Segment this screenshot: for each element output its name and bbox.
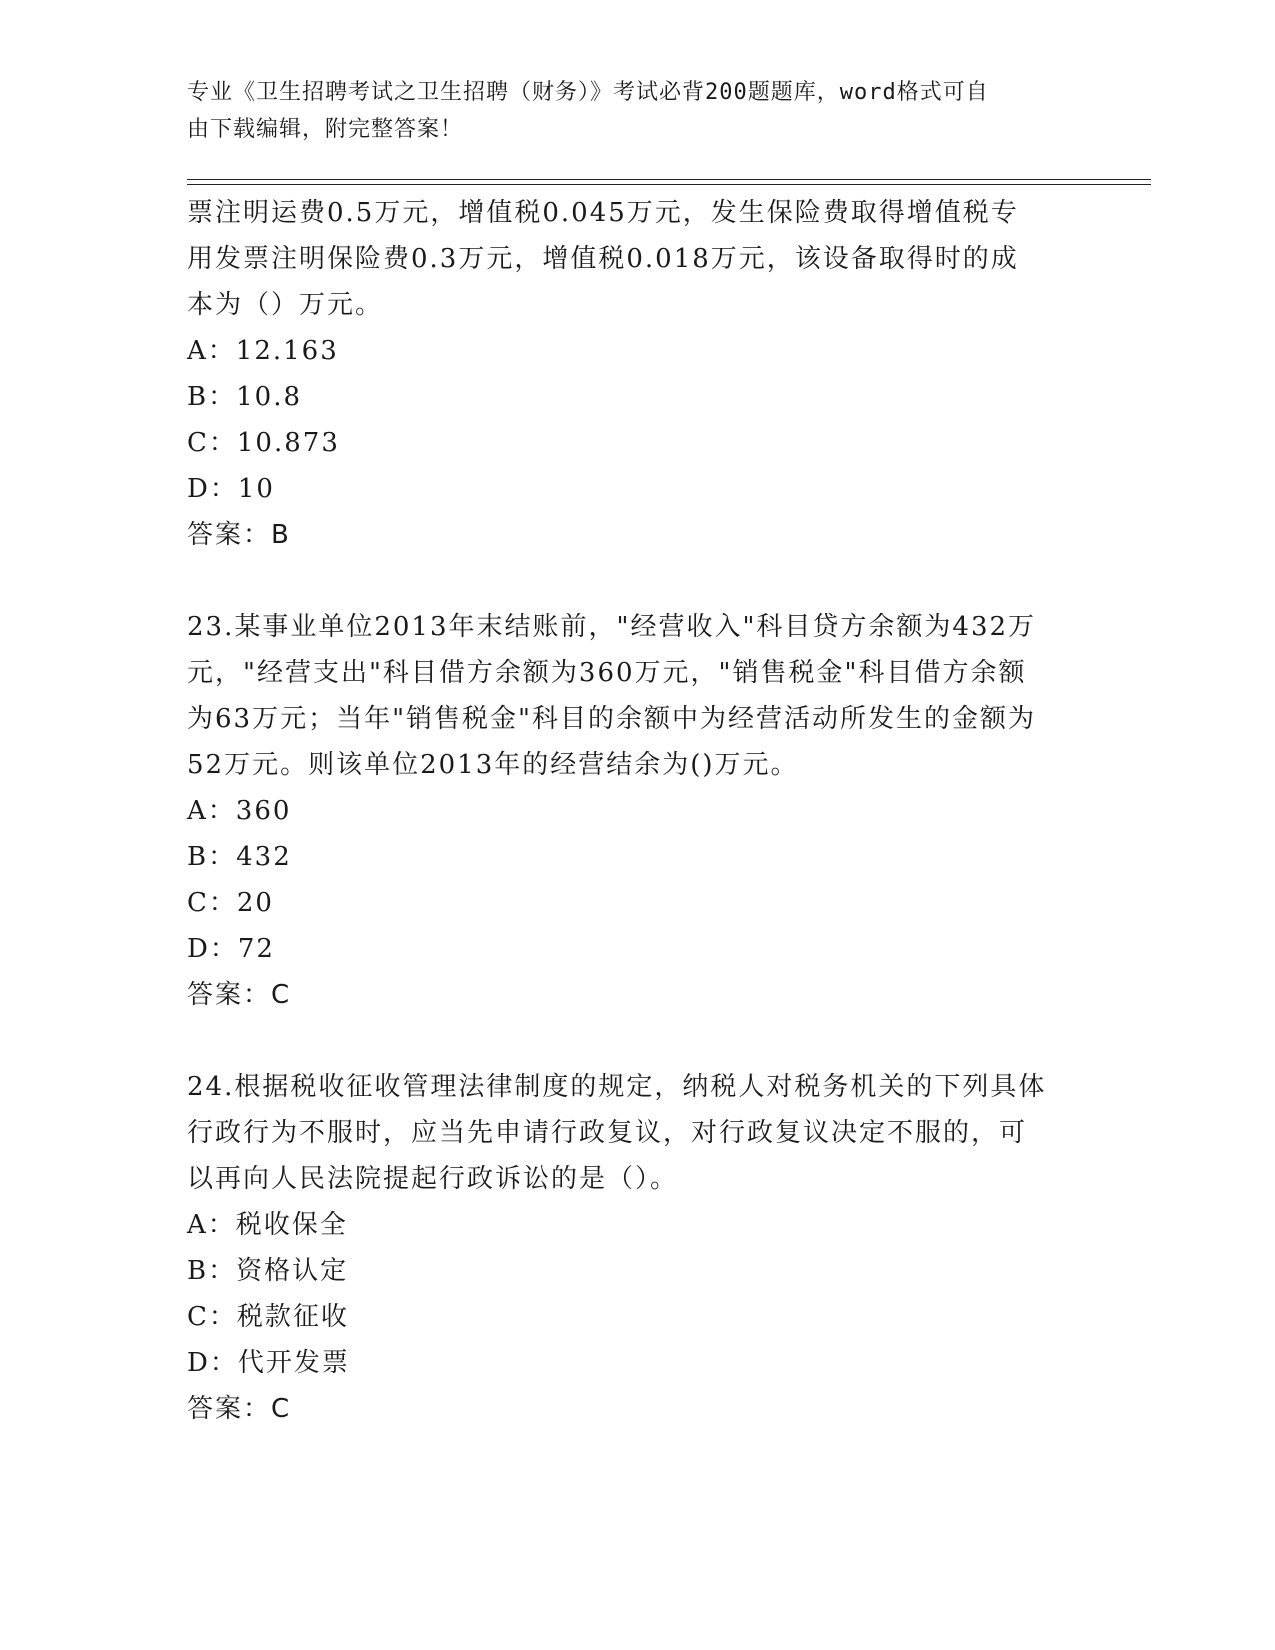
document-header bbox=[187, 74, 1067, 148]
option-c: C：10.873 bbox=[187, 428, 340, 458]
option-d: D：10 bbox=[187, 474, 275, 504]
option-a: A：12.163 bbox=[187, 336, 339, 366]
header-line-1: 专业《卫生招聘考试之卫生招聘（财务）》考试必背200题题库，word格式可自 bbox=[187, 80, 989, 105]
question-block bbox=[187, 604, 1077, 1018]
header-rule-bottom bbox=[187, 184, 1151, 185]
question-text-line: 票注明运费0.5万元，增值税0.045万元，发生保险费取得增值税专 bbox=[187, 198, 1019, 228]
option-c: C：20 bbox=[187, 888, 274, 918]
header-line-2: 由下载编辑，附完整答案！ bbox=[187, 117, 464, 142]
spacer bbox=[187, 558, 1077, 604]
option-a: A：税收保全 bbox=[187, 1210, 348, 1240]
question-text-line: 24.根据税收征收管理法律制度的规定，纳税人对税务机关的下列具体 bbox=[187, 1072, 1047, 1102]
question-text-line: 本为（）万元。 bbox=[187, 290, 384, 320]
answer-line: 答案：C bbox=[187, 1394, 292, 1424]
question-text-line: 23.某事业单位2013年末结账前，"经营收入"科目贷方余额为432万 bbox=[187, 612, 1037, 642]
question-list bbox=[187, 190, 1077, 1432]
question-text-line: 为63万元；当年"销售税金"科目的余额中为经营活动所发生的金额为 bbox=[187, 704, 1037, 734]
option-b: B：资格认定 bbox=[187, 1256, 349, 1286]
option-c: C：税款征收 bbox=[187, 1302, 349, 1332]
answer-line: 答案：C bbox=[187, 980, 292, 1010]
option-b: B：10.8 bbox=[187, 382, 302, 412]
option-a: A：360 bbox=[187, 796, 292, 826]
question-text-line: 用发票注明保险费0.3万元，增值税0.018万元，该设备取得时的成 bbox=[187, 244, 1019, 274]
question-text-line: 行政行为不服时，应当先申请行政复议，对行政复议决定不服的，可 bbox=[187, 1118, 1028, 1148]
option-b: B：432 bbox=[187, 842, 292, 872]
option-d: D：代开发票 bbox=[187, 1348, 350, 1378]
answer-line: 答案：B bbox=[187, 520, 291, 550]
question-text-line: 52万元。则该单位2013年的经营结余为()万元。 bbox=[187, 750, 799, 780]
question-text-line: 元，"经营支出"科目借方余额为360万元，"销售税金"科目借方余额 bbox=[187, 658, 1027, 688]
question-block bbox=[187, 1064, 1077, 1432]
question-block bbox=[187, 190, 1077, 558]
header-rule-top bbox=[187, 179, 1151, 180]
question-text-line: 以再向人民法院提起行政诉讼的是（）。 bbox=[187, 1164, 679, 1194]
spacer bbox=[187, 1018, 1077, 1064]
option-d: D：72 bbox=[187, 934, 275, 964]
